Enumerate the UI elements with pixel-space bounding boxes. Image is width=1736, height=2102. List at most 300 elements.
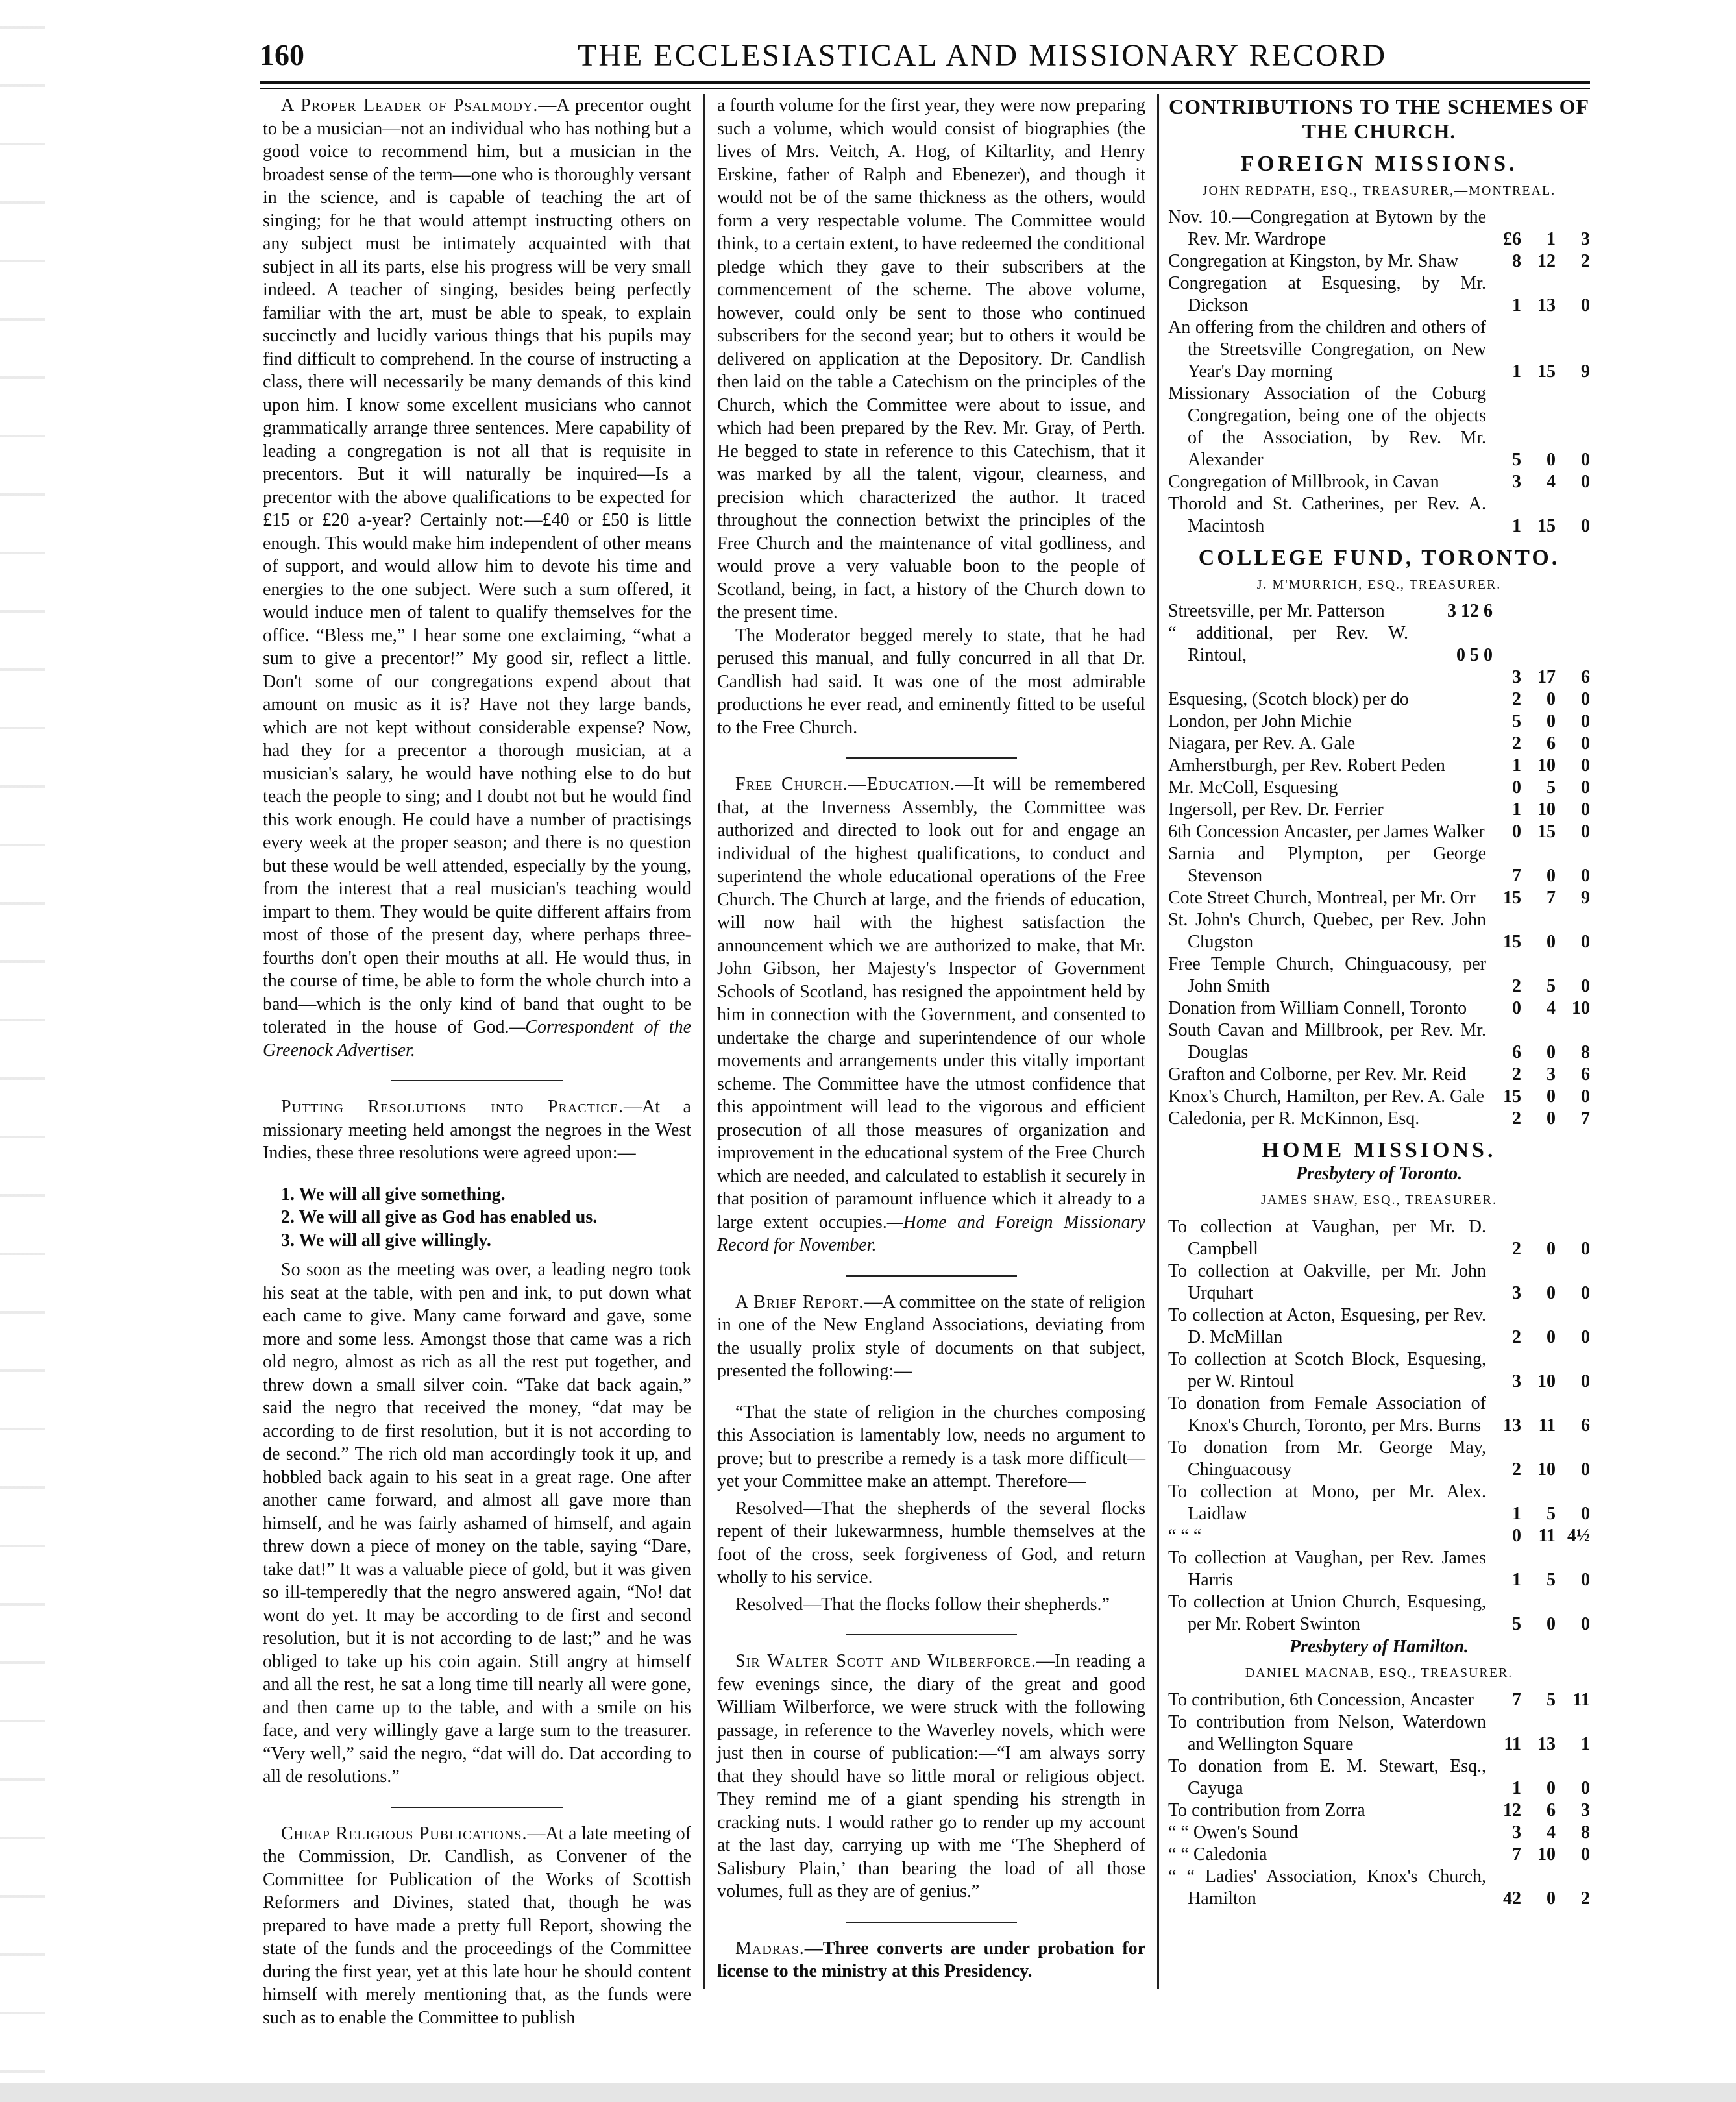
contribution-row (1168, 317, 1590, 383)
amount-shillings: 13 (1537, 295, 1556, 315)
amount-shillings: 4 (1547, 1822, 1556, 1842)
article-resolution: Resolved—That the shepherds of the several flocks repent of their lukewarmness, humble themselves at the foot of the cross, seek forgiveness of God, and return wholly to his service. (717, 1498, 1145, 1587)
amount-pence: 0 (1581, 1844, 1590, 1864)
contribution-row (1168, 1086, 1590, 1108)
row-amount (1486, 1064, 1590, 1086)
amount-shillings: 3 (1547, 1064, 1556, 1084)
contribution-row (1168, 471, 1590, 493)
amount-pence: 3 (1581, 229, 1590, 249)
amount-pounds: 7 (1512, 1689, 1521, 1710)
row-desc: To collection at Mono, per Mr. Alex. Laidlaw (1168, 1481, 1486, 1524)
amount-pounds: £6 (1503, 229, 1521, 249)
amount-shillings: 1 (1547, 229, 1556, 249)
amount-shillings: 15 (1537, 822, 1556, 842)
amount-pence: 0 (1581, 1326, 1590, 1347)
article-source: —Home and Foreign Missionary Record for November. (717, 1212, 1146, 1255)
row-amount (1486, 1415, 1590, 1437)
amount-pounds: 1 (1512, 755, 1521, 776)
amount-pounds: 1 (1512, 1503, 1521, 1524)
row-desc: Donation from William Connell, Toronto (1168, 998, 1467, 1018)
amount-pounds: 0 (1512, 1525, 1521, 1546)
amount-shillings: 0 (1547, 1326, 1556, 1347)
row-desc: “ “ “ (1168, 1525, 1202, 1546)
article-resolution: Resolved—That the flocks follow their shepherds.” (735, 1594, 1110, 1615)
row-amount (1486, 777, 1590, 799)
amount-pence: 8 (1581, 1042, 1590, 1062)
amount-pounds: 3 (1512, 472, 1521, 492)
amount-pounds: 15 (1503, 932, 1521, 952)
subtotal-row (1168, 600, 1590, 622)
row-desc: Missionary Association of the Coburg Congregation, being one of the objects of the Association, by Rev. Mr. Alexander (1168, 384, 1486, 470)
row-amount (1486, 471, 1590, 493)
amount-shillings: 0 (1547, 1888, 1556, 1909)
resolution-list (263, 1183, 691, 1253)
subtotal-row (1168, 622, 1590, 666)
row-desc: Streetsville, per Mr. Patterson (1168, 601, 1385, 621)
row-amount (1486, 251, 1590, 273)
contribution-row (1168, 689, 1590, 711)
amount-pounds: 2 (1512, 689, 1521, 709)
amount-shillings: 5 (1547, 777, 1556, 798)
separator (391, 1080, 563, 1081)
amount-pence: 0 (1581, 689, 1590, 709)
amount-pence: 0 (1581, 1778, 1590, 1798)
amount-pence: 2 (1581, 1888, 1590, 1909)
page-header (260, 38, 1590, 83)
article-education (717, 773, 1145, 1257)
row-amount (1486, 1042, 1590, 1064)
row-desc: To donation from Mr. George May, Chinguacousy (1168, 1437, 1486, 1480)
amount-pounds: 0 (1512, 822, 1521, 842)
contribution-row (1168, 1800, 1590, 1822)
amount-shillings: 0 (1547, 1042, 1556, 1062)
amount-pounds: 2 (1512, 733, 1521, 753)
column-middle (717, 94, 1145, 2001)
amount-pence: 0 (1581, 1613, 1590, 1634)
row-amount (1486, 1569, 1590, 1591)
contribution-row (1168, 1216, 1590, 1260)
article-continued: a fourth volume for the first year, they were now preparing such a volume, which would consist of biographies (the lives of Mrs. Veitch, A. Hog, of Kiltarlity, and Henry Erskine, father of Ralph and Ebenezer), and though it would not be of the same thickness as the others, would form a very respectable volume. The Committee would think, to a certain extent, to have redeemed the conditional pledge which they gave to their subscribers at the commencement of the scheme. The above volume, however, could only be sent to those who continued subscribers for the second year; but to others it would be delivered on application at the Depository. Dr. Candlish then laid on the table a Catechism on the principles of the Church, which the Committee were about to issue, and which had been prepared by the Rev. Mr. Gray, of Perth. He begged to state in reference to this Catechism, that it was marked by all the talent, vigour, clearness, and precision which characterized the author. It traced throughout the connection betwixt the principles of the Free Church and the maintenance of vital godliness, and would prove a very valuable boon to the people of Scotland, being, in fact, a history of the Church down to the present time. (717, 95, 1145, 622)
presbytery-heading: Presbytery of Toronto. (1295, 1163, 1463, 1184)
amount-pounds: 3 (1512, 1822, 1521, 1842)
row-amount (1486, 931, 1590, 953)
column-right (1168, 94, 1590, 1910)
amount-shillings: 0 (1547, 450, 1556, 470)
amount-shillings: 0 (1547, 1778, 1556, 1798)
amount-shillings: 0 (1547, 1108, 1556, 1129)
row-amount (1486, 1525, 1590, 1547)
amount-pence: 6 (1581, 667, 1590, 687)
amount-pence: 0 (1581, 1569, 1590, 1590)
column-divider (703, 94, 705, 1989)
row-desc: “ additional, per Rev. W. Rintoul, (1168, 623, 1408, 665)
amount-pounds: 0 (1512, 777, 1521, 798)
row-desc: “ “ Caledonia (1168, 1844, 1267, 1864)
row-amount (1486, 1800, 1590, 1822)
amount-shillings: 10 (1537, 800, 1556, 820)
list-item: 2. We will all give as God has enabled us. (281, 1207, 598, 1227)
row-amount (1486, 1459, 1590, 1481)
row-amount (1486, 666, 1590, 689)
amount-pounds: 2 (1512, 1108, 1521, 1129)
article-source: —Correspondent of the Greenock Advertiser. (263, 1017, 691, 1060)
amount-pounds: 1 (1512, 516, 1521, 536)
list-item: 1. We will all give something. (281, 1184, 506, 1204)
row-amount (1486, 821, 1590, 843)
contribution-row (1168, 997, 1590, 1020)
contribution-row (1168, 493, 1590, 537)
contribution-row (1168, 909, 1590, 953)
row-desc: London, per John Michie (1168, 711, 1352, 731)
amount-pounds: 15 (1503, 888, 1521, 908)
amount-pence: 0 (1581, 976, 1590, 996)
amount-shillings: 0 (1547, 866, 1556, 886)
contribution-row (1168, 1547, 1590, 1591)
row-amount (1486, 799, 1590, 821)
amount-shillings: 0 (1547, 711, 1556, 731)
amount-shillings: 10 (1537, 755, 1556, 776)
amount-shillings: 4 (1547, 472, 1556, 492)
amount-shillings: 5 (1547, 976, 1556, 996)
row-amount (1486, 449, 1590, 471)
article-resolutions (263, 1095, 691, 1165)
amount-pence: 0 (1581, 733, 1590, 753)
amount-pounds: 1 (1512, 1778, 1521, 1798)
row-amount (1486, 733, 1590, 755)
running-title: THE ECCLESIASTICAL AND MISSIONARY RECORD (578, 38, 1388, 73)
article-body: —It will be remembered that, at the Inverness Assembly, the Committee was authorized and directed to look out for and engage an individual of the highest qualifications, to conduct and superintend the whole educational operations of the Free Church. The Church at large, and the friends of education, will now hail with the highest satisfaction the announcement which we are authorized to make, that Mr. John Gibson, her Majesty's Inspector of Government Schools of Scotland, has resigned the appointment held by him in connection with the Government, and consented to undertake the charge and superintendence of our whole movements and arrangements under this vitally important scheme. The Committee have the utmost confidence that this appointment will lead to the vigorous and efficient prosecution of all those measures of organization and improvement in the educational system of the Free Church which are needed, and calculated to establish it securely in that position of paramount influence which it already to a large extent occupies. (717, 774, 1145, 1232)
row-amount (1486, 1689, 1590, 1711)
row-amount (1486, 1282, 1590, 1304)
contribution-row (1168, 821, 1590, 843)
page-left-edge (0, 0, 45, 2102)
header-rule (260, 81, 1590, 84)
row-subamount: 3 12 6 (1447, 601, 1493, 621)
amount-shillings: 0 (1547, 1282, 1556, 1303)
row-desc: Cote Street Church, Montreal, per Mr. Orr (1168, 888, 1476, 908)
row-amount (1486, 1613, 1590, 1635)
section-heading-foreign: FOREIGN MISSIONS. (1240, 152, 1518, 176)
amount-pounds: 5 (1512, 450, 1521, 470)
section-heading-college: COLLEGE FUND, TORONTO. (1198, 546, 1560, 570)
amount-pence: 0 (1581, 777, 1590, 798)
contribution-row (1168, 1866, 1590, 1910)
article-madras (717, 1937, 1145, 1983)
article-heading: Sir Walter Scott and Wilberforce. (735, 1651, 1036, 1671)
article-heading: Free Church.—Education. (735, 774, 956, 794)
home-missions-toronto-list (1168, 1216, 1590, 1635)
contribution-row (1168, 1393, 1590, 1437)
row-amount (1486, 1778, 1590, 1800)
amount-pence: 9 (1581, 888, 1590, 908)
row-desc: Congregation at Esquesing, by Mr. Dickson (1168, 273, 1486, 315)
row-amount (1486, 1844, 1590, 1866)
amount-pence: 0 (1581, 1282, 1590, 1303)
row-desc: To contribution, 6th Concession, Ancaster (1168, 1689, 1474, 1710)
amount-pence: 0 (1581, 1238, 1590, 1259)
amount-pence: 9 (1581, 361, 1590, 382)
row-desc: Ingersoll, per Rev. Dr. Ferrier (1168, 800, 1384, 820)
row-desc: To collection at Oakville, per Mr. John Urquhart (1168, 1260, 1486, 1303)
amount-shillings: 4 (1547, 998, 1556, 1018)
row-desc: South Cavan and Millbrook, per Rev. Mr. Douglas (1168, 1020, 1486, 1062)
contribution-row (1168, 1064, 1590, 1086)
contribution-row (1168, 1822, 1590, 1844)
contribution-row (1168, 666, 1590, 689)
article-heading: Madras. (735, 1938, 805, 1959)
row-desc: Esquesing, (Scotch block) per do (1168, 689, 1409, 709)
article-heading: A Brief Report. (735, 1291, 864, 1312)
contribution-row (1168, 1349, 1590, 1393)
contribution-row (1168, 887, 1590, 909)
row-desc: “ “ Owen's Sound (1168, 1822, 1299, 1842)
amount-pence: 3 (1581, 1800, 1590, 1820)
row-amount (1486, 711, 1590, 733)
treasurer-line: JOHN REDPATH, ESQ., TREASURER,—MONTREAL. (1202, 183, 1556, 198)
separator (846, 757, 1017, 759)
separator (846, 1634, 1017, 1635)
amount-shillings: 13 (1537, 1733, 1556, 1754)
row-desc: To collection at Vaughan, per Mr. D. Campbell (1168, 1216, 1486, 1259)
row-desc: Amherstburgh, per Rev. Robert Peden (1168, 755, 1445, 776)
row-subamount: 0 5 0 (1456, 645, 1493, 665)
contribution-row (1168, 799, 1590, 821)
article-quote: “That the state of religion in the churches composing this Association is lamentably low, needs no argument to prove; but to prescribe a remedy is a task more difficult—yet your Committee make an attempt. Therefore— (717, 1402, 1145, 1491)
row-desc: Nov. 10.—Congregation at Bytown by the Rev. Mr. Wardrope (1168, 207, 1486, 249)
amount-shillings: 0 (1547, 1613, 1556, 1634)
contribution-row (1168, 711, 1590, 733)
row-amount (1486, 1371, 1590, 1393)
row-desc: Niagara, per Rev. A. Gale (1168, 733, 1356, 753)
row-desc: To donation from Female Association of Knox's Church, Toronto, per Mrs. Burns (1168, 1393, 1486, 1436)
contribution-row (1168, 777, 1590, 799)
contribution-row (1168, 755, 1590, 777)
amount-pence: 0 (1581, 800, 1590, 820)
contribution-row (1168, 1689, 1590, 1711)
amount-pounds: 2 (1512, 1326, 1521, 1347)
contribution-row (1168, 273, 1590, 317)
amount-shillings: 12 (1537, 251, 1556, 271)
amount-pence: 0 (1581, 1371, 1590, 1391)
college-fund-list (1168, 666, 1590, 1130)
column-left (263, 94, 691, 2047)
row-amount (1486, 1326, 1590, 1349)
row-desc: To collection at Scotch Block, Esquesing, per W. Rintoul (1168, 1349, 1486, 1391)
amount-pence: 4½ (1567, 1525, 1590, 1546)
row-desc: Knox's Church, Hamilton, per Rev. A. Gale (1168, 1086, 1484, 1106)
amount-pence: 10 (1572, 998, 1590, 1018)
row-desc: Sarnia and Plympton, per George Stevenson (1168, 844, 1486, 886)
article-precentor (263, 94, 691, 1062)
amount-pounds: 7 (1512, 866, 1521, 886)
contribution-row (1168, 1304, 1590, 1349)
amount-shillings: 5 (1547, 1569, 1556, 1590)
amount-pounds: 15 (1503, 1086, 1521, 1106)
contribution-row (1168, 1755, 1590, 1800)
row-amount (1486, 865, 1590, 887)
article-heading: Putting Resolutions into Practice. (281, 1097, 624, 1117)
amount-pence: 1 (1581, 1733, 1590, 1754)
amount-pence: 2 (1581, 251, 1590, 271)
amount-shillings: 5 (1547, 1503, 1556, 1524)
row-desc: Free Temple Church, Chinguacousy, per John Smith (1168, 954, 1486, 996)
amount-shillings: 6 (1547, 1800, 1556, 1820)
row-amount (1486, 361, 1590, 383)
contribution-row (1168, 733, 1590, 755)
amount-shillings: 10 (1537, 1459, 1556, 1480)
amount-shillings: 0 (1547, 1238, 1556, 1259)
article-scott-wilberforce (717, 1650, 1145, 1903)
amount-shillings: 0 (1547, 932, 1556, 952)
separator (846, 1275, 1017, 1277)
row-amount (1486, 1108, 1590, 1130)
article-heading: A Proper Leader of Psalmody. (281, 95, 539, 116)
row-amount (1486, 1503, 1590, 1525)
row-desc: To collection at Union Church, Esquesing, per Mr. Robert Swinton (1168, 1591, 1486, 1634)
home-missions-hamilton-list (1168, 1689, 1590, 1910)
article-body: So soon as the meeting was over, a leading negro took his seat at the table, with pen and ink, to put down what each came to give. Many came forward and gave, some more and some less. Amongst those that came was a rich old negro, almost as rich as all the rest put together, and threw down a small silver coin. “Take dat back again,” said the negro that received the money, “dat may be according to de first resolution, but it is not according to de second.” The rich old man accordingly took it up, and hobbled back again to his seat in a great rage. One after another came forward, and almost all gave more than himself, and he was fairly ashamed of himself, and again threw down a piece of money on the table, saying “Dare, take dat!” It was a valuable piece of gold, but it was given so ill-temperedly that the negro answered again, “No! dat wont do yet. It may be according to de first and second resolution, but it is not according to de last;” and he was obliged to take up his coin again. Still angry at himself and all the rest, he sat a long time till nearly all were gone, and then came up to the table, and with a smile on his face, and very willingly gave a large sum to the treasurer. “Very well,” said the negro, “dat will do. Dat according to all de resolutions.” (263, 1260, 691, 1787)
contribution-row (1168, 1525, 1590, 1547)
amount-pounds: 1 (1512, 800, 1521, 820)
amount-shillings: 11 (1538, 1525, 1556, 1546)
contribution-row (1168, 383, 1590, 471)
amount-pounds: 6 (1512, 1042, 1521, 1062)
amount-shillings: 11 (1538, 1415, 1556, 1436)
row-amount (1486, 515, 1590, 537)
amount-pence: 0 (1581, 932, 1590, 952)
row-amount (1486, 1888, 1590, 1910)
article-body: —In reading a few evenings since, the diary of the great and good William Wilberforce, we were struck with the following passage, in reference to the Waverley novels, which were just then in course of publication:—“I am always sorry that they should have so little moral or religious object. They remind me of a giant spending his strength in cracking nuts. I would rather go to render up my account at the last day, carrying up with me ‘The Shepherd of Salisbury Plain,’ than bearing the load of all those volumes, full as they are of genius.” (717, 1651, 1145, 1901)
row-amount (1486, 975, 1590, 997)
row-amount (1486, 1238, 1590, 1260)
row-desc: Congregation at Kingston, by Mr. Shaw (1168, 251, 1459, 271)
amount-pounds: 2 (1512, 1459, 1521, 1480)
foreign-missions-list (1168, 206, 1590, 537)
amount-pence: 0 (1581, 472, 1590, 492)
row-amount (1486, 689, 1590, 711)
amount-pounds: 1 (1512, 361, 1521, 382)
article-body: The Moderator begged merely to state, that he had perused this manual, and fully concurred in all that Dr. Candlish had said. It was one of the most admirable productions he ever read, and eminently fitted to be useful to the Free Church. (717, 625, 1145, 738)
article-publications (263, 1822, 691, 2030)
row-amount (1486, 1733, 1590, 1755)
article-heading: Cheap Religious Publications. (281, 1823, 528, 1844)
amount-pounds: 5 (1512, 711, 1521, 731)
article-body: —A precentor ought to be a musician—not an individual who has nothing but a good voice to recommend him, but a musician in the broadest sense of the term—one who is thoroughly versant in the science, and is capable of teaching the art of singing; for he that would attempt instructing others on any subject must be intimately acquainted with that subject in all its parts, else his progress will be very small indeed. A teacher of singing, besides being perfectly familiar with the art, must be able to speak, to explain succinctly and lucidly various things that his pupils may find difficult to comprehend. In the course of instructing a class, there will necessarily be many demands of this kind upon him. I know some excellent musicians who cannot grammatically arrange three sentences. Mere capability of leading a congregation is not all that is requisite in precentors. But it will naturally be inquired—Is a precentor with the above qualifications to be expected for £15 or £20 a-year? Certainly not:—£40 or £50 is little enough. This would make him independent of other means of support, and would allow him to devote his time and energies to the one subject. Were such a sum offered, it would induce men of talent to qualify themselves for the office. “Bless me,” I hear some one exclaiming, “what a sum to give a precentor!” My good sir, reflect a little. Don't some of our congregations expend about that amount on music as it is? Have not they large bands, which are not kept without considerable expense? Now, had they for a precentor a thorough musician, at a musician's salary, he would have nothing else to do but teach the people to sing; and I doubt not but he would find this work enough. He could have a number of practisings every week at the proper season; and there is no question but these would be well attended, especially by the young, from the interest that a real musician's teaching would impart to them. They would be quite different affairs from most of those of the present day, where perhaps three-fourths don't open their mouths at all. He would thus, in the course of time, be able to form the whole church into a band—which is the only kind of band that ought to be tolerated in the house of God. (263, 95, 691, 1037)
contribution-row (1168, 843, 1590, 887)
amount-pounds: 1 (1512, 295, 1521, 315)
row-desc: To donation from E. M. Stewart, Esq., Cayuga (1168, 1755, 1486, 1798)
amount-pence: 0 (1581, 295, 1590, 315)
amount-pence: 0 (1581, 450, 1590, 470)
amount-pounds: 2 (1512, 1238, 1521, 1259)
amount-pounds: 5 (1512, 1613, 1521, 1634)
section-heading-home: HOME MISSIONS. (1262, 1138, 1497, 1162)
amount-shillings: 6 (1547, 733, 1556, 753)
amount-pence: 0 (1581, 516, 1590, 536)
treasurer-line: JAMES SHAW, ESQ., TREASURER. (1261, 1193, 1497, 1207)
row-desc: Grafton and Colborne, per Rev. Mr. Reid (1168, 1064, 1467, 1084)
amount-pounds: 1 (1512, 1569, 1521, 1590)
row-desc: “ “ Ladies' Association, Knox's Church, Hamilton (1168, 1866, 1486, 1909)
amount-pence: 11 (1572, 1689, 1590, 1710)
amount-shillings: 15 (1537, 361, 1556, 382)
amount-pounds: 42 (1503, 1888, 1521, 1909)
amount-pence: 0 (1581, 1459, 1590, 1480)
amount-pence: 0 (1581, 822, 1590, 842)
treasurer-line: DANIEL MACNAB, ESQ., TREASURER. (1245, 1666, 1513, 1680)
row-desc: Caledonia, per R. McKinnon, Esq. (1168, 1108, 1420, 1129)
amount-pounds: 3 (1512, 667, 1521, 687)
amount-pounds: 3 (1512, 1282, 1521, 1303)
contribution-row (1168, 1481, 1590, 1525)
row-desc: To contribution from Zorra (1168, 1800, 1365, 1820)
amount-pence: 8 (1581, 1822, 1590, 1842)
contribution-row (1168, 1260, 1590, 1304)
article-body: —At a late meeting of the Commission, Dr. Candlish, as Convener of the Committee for Publication of the Works of Scottish Reformers and Divines, stated that, though he was prepared to have made a pretty full Report, showing the state of the funds and the proceedings of the Committee during the first year, yet at this late hour he should content himself with merely mentioning that, as the funds were such as to enable the Committee to publish (263, 1823, 691, 2028)
treasurer-line: J. M'MURRICH, ESQ., TREASURER. (1256, 577, 1502, 592)
row-desc: An offering from the children and others of the Streetsville Congregation, on New Year's Day morning (1168, 317, 1486, 382)
list-item: 3. We will all give willingly. (281, 1230, 491, 1251)
contribution-row (1168, 953, 1590, 997)
row-desc: Congregation of Millbrook, in Cavan (1168, 472, 1439, 492)
amount-pounds: 12 (1503, 1800, 1521, 1820)
row-desc: Mr. McColl, Esquesing (1168, 777, 1338, 798)
row-amount (1486, 755, 1590, 777)
amount-shillings: 0 (1547, 689, 1556, 709)
amount-shillings: 15 (1537, 516, 1556, 536)
row-amount (1486, 1086, 1590, 1108)
amount-pounds: 0 (1512, 998, 1521, 1018)
row-amount (1486, 228, 1590, 251)
row-desc: To contribution from Nelson, Waterdown and Wellington Square (1168, 1711, 1486, 1754)
amount-pence: 0 (1581, 866, 1590, 886)
amount-pounds: 3 (1512, 1371, 1521, 1391)
article-brief-report (717, 1291, 1145, 1383)
row-desc: 6th Concession Ancaster, per James Walker (1168, 822, 1485, 842)
amount-pence: 6 (1581, 1415, 1590, 1436)
contribution-row (1168, 251, 1590, 273)
amount-pence: 0 (1581, 1086, 1590, 1106)
contribution-row (1168, 1591, 1590, 1635)
article-body: —Three converts are under probation for license to the ministry at this Presidency. (717, 1938, 1145, 1981)
contribution-row (1168, 1108, 1590, 1130)
amount-pence: 0 (1581, 711, 1590, 731)
amount-shillings: 10 (1537, 1371, 1556, 1391)
amount-pounds: 2 (1512, 1064, 1521, 1084)
article-body: —At a missionary meeting held amongst the negroes in the West Indies, these three resolutions were agreed upon:— (263, 1097, 691, 1163)
amount-shillings: 10 (1537, 1844, 1556, 1864)
presbytery-heading: Presbytery of Hamilton. (1289, 1636, 1469, 1657)
row-amount (1486, 1822, 1590, 1844)
amount-shillings: 7 (1547, 888, 1556, 908)
row-amount (1486, 887, 1590, 909)
amount-pence: 7 (1581, 1108, 1590, 1129)
row-amount (1486, 997, 1590, 1020)
row-desc: To collection at Vaughan, per Rev. James Harris (1168, 1547, 1486, 1590)
header-rule-thin (260, 88, 1590, 89)
row-desc: St. John's Church, Quebec, per Rev. John Clugston (1168, 910, 1486, 952)
article-body: —A committee on the state of religion in one of the New England Associations, deviating from the usually prolix style of documents on that subject, presented the following:— (717, 1291, 1145, 1381)
amount-pounds: 11 (1504, 1733, 1521, 1754)
amount-pence: 6 (1581, 1064, 1590, 1084)
amount-pounds: 7 (1512, 1844, 1521, 1864)
row-amount (1486, 295, 1590, 317)
amount-pounds: 2 (1512, 976, 1521, 996)
amount-shillings: 5 (1547, 1689, 1556, 1710)
row-desc: Thorold and St. Catherines, per Rev. A. Macintosh (1168, 494, 1486, 536)
column-divider (1157, 94, 1159, 1989)
page-bottom-edge (0, 2083, 1736, 2102)
